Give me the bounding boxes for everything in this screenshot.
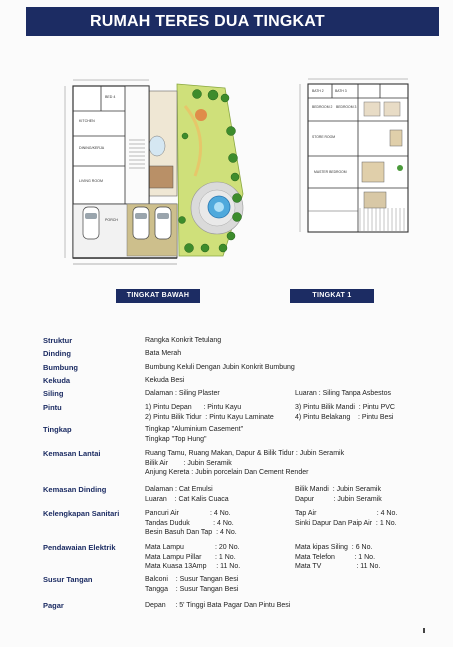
room-label-bedroom-2: BEDROOM 2 xyxy=(312,105,333,109)
ground-floor-plan xyxy=(45,76,250,272)
spec-value: Mata Lampu : 20 No. xyxy=(145,544,240,551)
spec-value: Depan : 5' Tinggi Bata Pagar Dan Pintu Besi xyxy=(145,602,291,609)
spec-label: Kelengkapan Sanitari xyxy=(43,509,120,518)
room-label-living: LIVING ROOM xyxy=(79,179,103,183)
spec-value: Kekuda Besi xyxy=(145,377,185,384)
room-label-store: STORE ROOM xyxy=(312,135,336,139)
spec-value: Besin Basuh Dan Tap : 4 No. xyxy=(145,529,237,536)
spec-label: Kekuda xyxy=(43,376,71,385)
spec-value: Tingkap "Aluminium Casement" xyxy=(145,426,244,433)
page-title: RUMAH TERES DUA TINGKAT xyxy=(26,7,439,36)
spec-value: Dapur : Jubin Seramik xyxy=(295,495,382,503)
spec-value: 3) Pintu Bilik Mandi : Pintu PVC xyxy=(295,404,395,411)
spec-value: Luaran : Siling Tanpa Asbestos xyxy=(295,390,391,397)
spec-value: 2) Pintu Bilik Tidur : Pintu Kayu Laminate xyxy=(145,413,274,421)
first-floor-plan xyxy=(292,76,422,236)
room-label-porch: PORCH xyxy=(105,218,118,222)
spec-value: Mata TV : 11 No. xyxy=(295,563,381,570)
spec-value: Mata Kuasa 13Amp : 11 No. xyxy=(145,563,241,570)
room-label-bedroom-3: BEDROOM 3 xyxy=(336,105,357,109)
room-label-bed: BED 4 xyxy=(105,95,116,99)
spec-label: Pendawaian Elektrik xyxy=(43,543,116,552)
spec-label: Dinding xyxy=(43,349,71,358)
first-floor-label: TINGKAT 1 xyxy=(290,289,374,303)
room-label-bath-3: BATH 3 xyxy=(335,89,347,93)
spec-value: 1) Pintu Depan : Pintu Kayu xyxy=(145,404,242,411)
spec-value: Tap Air : 4 No. xyxy=(295,510,398,517)
page-mark xyxy=(423,628,425,633)
spec-value: Sinki Dapur Dan Paip Air : 1 No. xyxy=(295,519,397,527)
spec-label: Struktur xyxy=(43,336,73,345)
spec-label: Siling xyxy=(43,389,64,398)
spec-value: Mata Telefon : 1 No. xyxy=(295,553,376,561)
spec-label: Bumbung xyxy=(43,363,78,372)
spec-value: Balconi : Susur Tangan Besi xyxy=(145,576,239,583)
spec-label: Pintu xyxy=(43,403,62,412)
spec-value: Ruang Tamu, Ruang Makan, Dapur & Bilik Tidur : Jubin Seramik xyxy=(145,450,345,457)
spec-value: Mata Lampu Pillar : 1 No. xyxy=(145,553,236,561)
spec-value: Bata Merah xyxy=(145,350,182,357)
spec-value: Bumbung Keluli Dengan Jubin Konkrit Bumbung xyxy=(145,364,295,371)
spec-value: Rangka Konkrit Tetulang xyxy=(145,337,222,344)
spec-value: Tangga : Susur Tangan Besi xyxy=(145,585,239,593)
spec-value: Bilik Air : Jubin Seramik xyxy=(145,459,232,467)
spec-value: 4) Pintu Belakang : Pintu Besi xyxy=(295,413,394,421)
room-label-bath-2: BATH 2 xyxy=(312,89,324,93)
spec-value: Luaran : Cat Kalis Cuaca xyxy=(145,495,229,503)
spec-label: Susur Tangan xyxy=(43,575,93,584)
spec-label: Pagar xyxy=(43,601,64,610)
spec-label: Kemasan Dinding xyxy=(43,485,107,494)
spec-value: Tingkap "Top Hung" xyxy=(145,435,207,443)
spec-value: Bilik Mandi : Jubin Seramik xyxy=(295,486,381,493)
spec-value: Dalaman : Siling Plaster xyxy=(145,390,220,397)
ground-floor-label: TINGKAT BAWAH xyxy=(116,289,200,303)
spec-label: Kemasan Lantai xyxy=(43,449,101,458)
spec-value: Anjung Kereta : Jubin porcelain Dan Cement Render xyxy=(145,469,309,476)
spec-label: Tingkap xyxy=(43,425,72,434)
spec-value: Dalaman : Cat Emulsi xyxy=(145,486,213,493)
room-label-dining: DINING/KERJA xyxy=(79,146,105,150)
room-label-master: MASTER BEDROOM xyxy=(314,170,347,174)
spec-value: Mata kipas Siling : 6 No. xyxy=(295,544,373,551)
spec-value: Pancuri Air : 4 No. xyxy=(145,510,231,517)
room-label-kitchen: KITCHEN xyxy=(79,119,95,123)
spec-value: Tandas Duduk : 4 No. xyxy=(145,519,234,527)
